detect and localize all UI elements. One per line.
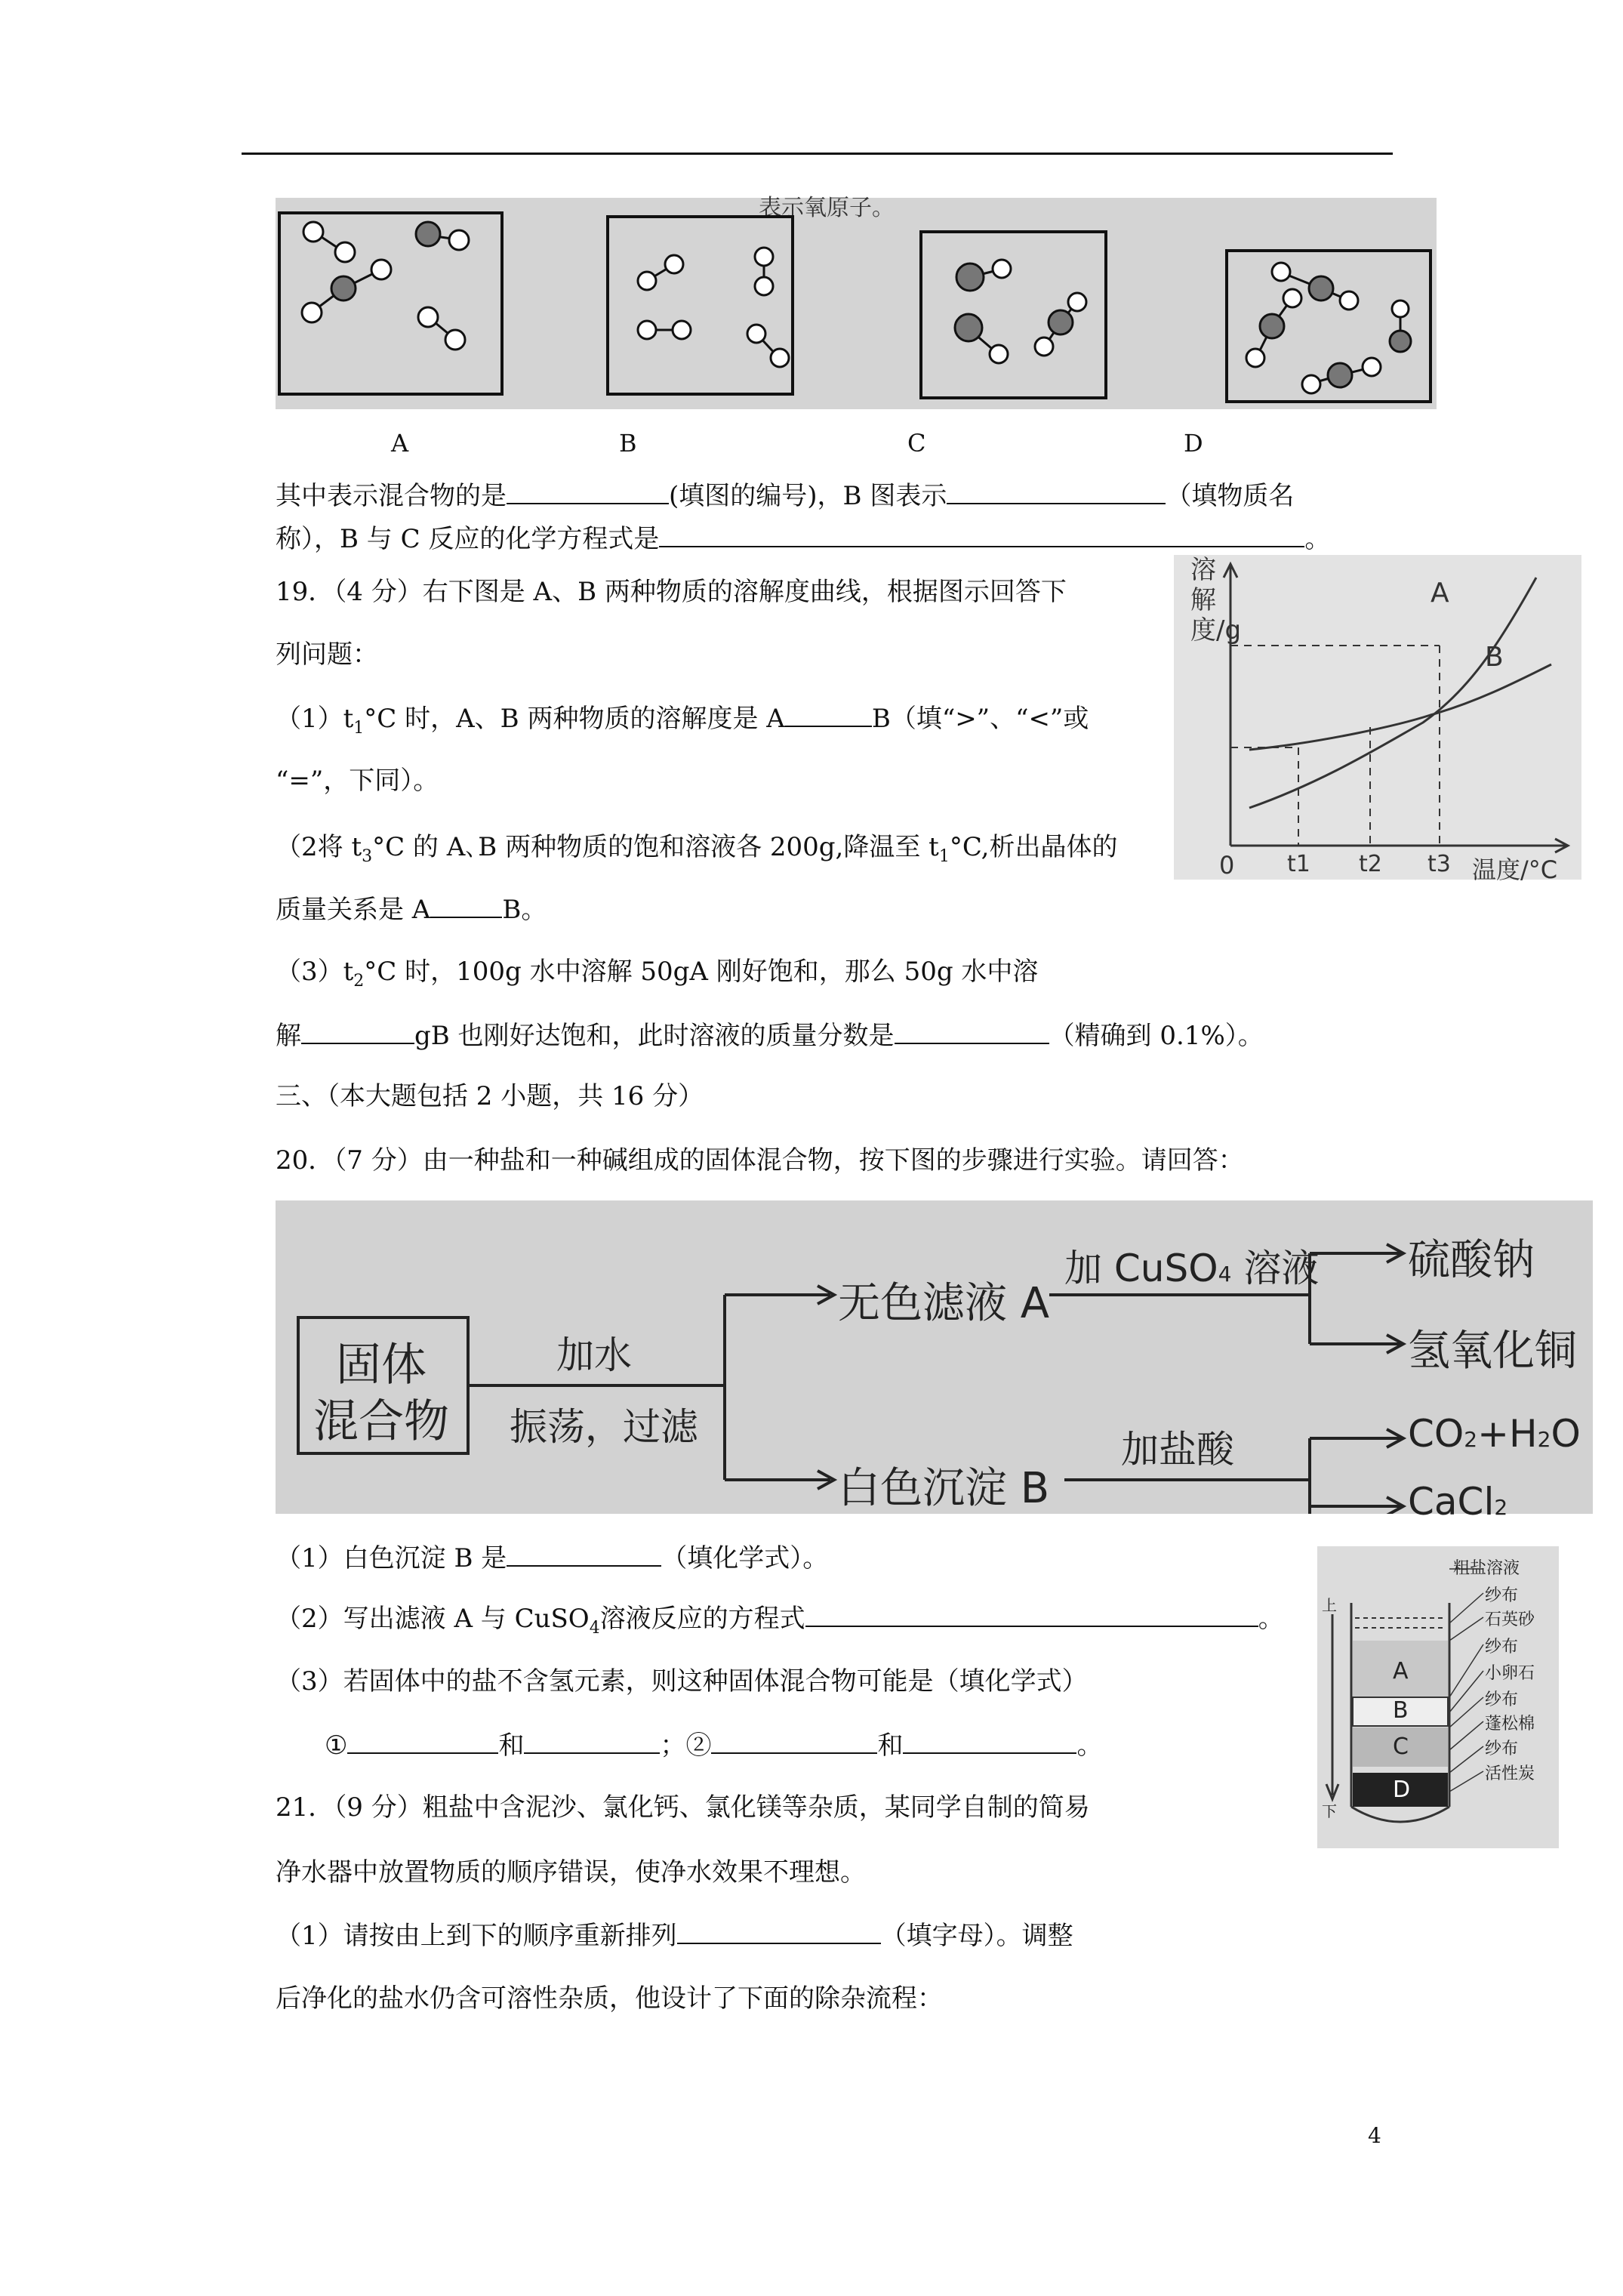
q18-text-c: （填物质名 xyxy=(1166,481,1295,511)
q19-blank-3[interactable] xyxy=(301,1020,414,1044)
q19-line3 xyxy=(276,702,1089,745)
q19-l5-sub1: 3 xyxy=(362,846,373,866)
q19-l3-b: °C 时，A、B 两种物质的溶解度是 A xyxy=(364,704,785,734)
q21-blank-1[interactable] xyxy=(677,1920,881,1944)
q20-q3: （3）若固体中的盐不含氢元素，则这种固体混合物可能是（填化学式） xyxy=(276,1666,1088,1697)
q19-l3-sub: 1 xyxy=(353,718,365,738)
q19-line4: “=”，下同）。 xyxy=(276,766,439,796)
q19-line6 xyxy=(276,893,547,926)
filter-layer-a: A xyxy=(1393,1658,1409,1684)
q21-line1: 21．（9 分）粗盐中含泥沙、氯化钙、氯化镁等杂质，某同学自制的简易 xyxy=(276,1792,1090,1823)
chart-xlabel: 温度/°C xyxy=(1472,855,1558,884)
q19-l6-a: 质量关系是 A xyxy=(276,895,431,925)
q19-l7-b: °C 时，100g 水中溶解 50gA 刚好饱和，那么 50g 水中溶 xyxy=(364,957,1039,987)
q19-l8-b: gB 也刚好达饱和，此时溶液的质量分数是 xyxy=(414,1021,895,1051)
q19-l5-a: （2将 t xyxy=(276,832,362,862)
q19-line5 xyxy=(276,831,1117,874)
q20-q2-end: 。 xyxy=(1258,1604,1284,1634)
q19-l5-c: °C,析出晶体的 xyxy=(949,832,1118,862)
q21-line3 xyxy=(276,1919,1073,1952)
filter-label-2: 石英砂 xyxy=(1485,1610,1535,1629)
flow-start-line2: 混合物 xyxy=(313,1395,449,1448)
molecule-label-c: C xyxy=(907,429,926,458)
filter-label-4: 小卵石 xyxy=(1485,1664,1535,1683)
q19-blank-1[interactable] xyxy=(785,703,872,727)
q19-line2: 列问题： xyxy=(276,639,378,670)
chart-curve-a-label: A xyxy=(1431,578,1449,609)
molecule-label-a: A xyxy=(391,429,409,458)
flow-b2-sub: 2 xyxy=(1494,1495,1508,1520)
q20-intro: 20．（7 分）由一种盐和一种碱组成的固体混合物，按下图的步骤进行实验。请回答： xyxy=(276,1145,1244,1176)
q18-blank-substance[interactable] xyxy=(947,480,1166,504)
q20-q3-end: 。 xyxy=(1076,1730,1103,1761)
filter-label-6: 蓬松棉 xyxy=(1485,1715,1535,1734)
chart-tick-t2: t2 xyxy=(1359,851,1382,877)
q20-q3-and1: 和 xyxy=(498,1730,525,1761)
flow-reagent-b: 加盐酸 xyxy=(1121,1428,1234,1472)
filter-side-bottom: 下 xyxy=(1322,1802,1337,1820)
q20-q1 xyxy=(276,1542,828,1575)
q18-text-end: 。 xyxy=(1304,524,1331,554)
q19-l6-b: B。 xyxy=(502,895,547,925)
q21-l3-b: （填字母）。调整 xyxy=(880,1921,1073,1951)
q21-line4: 后净化的盐水仍含可溶性杂质，他设计了下面的除杂流程： xyxy=(276,1983,943,2014)
flow-chart xyxy=(276,1200,1593,1524)
q18-line1 xyxy=(276,479,1294,513)
q18-blank-mixture[interactable] xyxy=(507,480,669,504)
q19-l8-c: （精确到 0.1%）。 xyxy=(1049,1021,1264,1051)
flow-reagent-a-end: 溶液 xyxy=(1231,1247,1320,1290)
q20-blank-2[interactable] xyxy=(805,1603,1258,1627)
flow-reagent-a-sub: 4 xyxy=(1218,1262,1232,1287)
q19-l7-a: （3）t xyxy=(276,957,354,987)
q19-l7-sub: 2 xyxy=(353,971,365,991)
flow-b2-cacl: CaCl xyxy=(1408,1480,1495,1524)
q19-blank-2[interactable] xyxy=(430,894,502,918)
q19-l5-b: °C 的 A､B 两种物质的饱和溶液各 200g,降温至 t xyxy=(372,832,939,862)
chart-tick-t3: t3 xyxy=(1427,851,1451,877)
flow-step1-top: 加水 xyxy=(556,1333,632,1377)
q21-l3-a: （1）请按由上到下的顺序重新排列 xyxy=(276,1921,677,1951)
q20-blank-3[interactable] xyxy=(347,1730,498,1754)
flow-filtrate: 无色滤液 A xyxy=(838,1279,1050,1328)
filter-layer-b: B xyxy=(1393,1697,1409,1724)
chart-origin: 0 xyxy=(1219,851,1235,880)
q20-q1-a: （1）白色沉淀 B 是 xyxy=(276,1543,507,1573)
q20-q3-opt1: ① xyxy=(325,1730,348,1761)
molecule-label-d: D xyxy=(1184,429,1203,458)
flow-product-b2 xyxy=(1408,1480,1508,1524)
flow-b1-h: +H xyxy=(1477,1412,1538,1456)
filter-label-7: 纱布 xyxy=(1485,1740,1519,1758)
flow-product-a1: 硫酸钠 xyxy=(1408,1236,1535,1285)
q19-blank-4[interactable] xyxy=(895,1020,1049,1044)
flow-reagent-a xyxy=(1064,1238,1319,1293)
filter-label-5: 纱布 xyxy=(1485,1690,1519,1709)
flow-reagent-a-text: 加 CuSO xyxy=(1064,1247,1218,1290)
q20-q2 xyxy=(276,1602,1284,1645)
q19-line7 xyxy=(276,955,1038,998)
q20-blank-1[interactable] xyxy=(507,1542,661,1567)
flow-b1-sub1: 2 xyxy=(1464,1427,1478,1452)
q19-l3-c: B（填“>”、“<”或 xyxy=(871,704,1089,734)
q20-blank-6[interactable] xyxy=(903,1730,1076,1754)
filter-label-0: 粗盐溶液 xyxy=(1453,1559,1520,1578)
q19-line1: 19．（4 分）右下图是 A、B 两种物质的溶解度曲线，根据图示回答下 xyxy=(276,577,1067,607)
flow-step1-bottom: 振荡，过滤 xyxy=(510,1405,698,1449)
q18-line2 xyxy=(276,522,1330,556)
q20-q3-and2: 和 xyxy=(877,1730,904,1761)
molecule-label-b: B xyxy=(619,429,637,458)
q18-text-a: 其中表示混合物的是 xyxy=(276,481,507,511)
q20-q2-sub: 4 xyxy=(589,1618,600,1638)
header-rule xyxy=(242,153,1393,155)
flow-product-a2: 氢氧化铜 xyxy=(1408,1327,1577,1376)
q20-q2-a: （2）写出滤液 A 与 CuSO xyxy=(276,1604,590,1634)
filter-layer-c: C xyxy=(1393,1734,1409,1760)
chart-curve-b-label: B xyxy=(1485,642,1504,673)
filter-label-1: 纱布 xyxy=(1485,1586,1519,1605)
q19-line8 xyxy=(276,1019,1264,1052)
filter-label-3: 纱布 xyxy=(1485,1638,1519,1657)
flow-b1-sub2: 2 xyxy=(1537,1427,1551,1452)
flow-b1-o: O xyxy=(1551,1412,1581,1456)
chart-tick-t1: t1 xyxy=(1287,851,1310,877)
flow-b1-co: CO xyxy=(1408,1412,1464,1456)
flow-start-line1: 固体 xyxy=(336,1339,427,1391)
curve-b xyxy=(1249,664,1551,750)
filter-figure xyxy=(1317,1546,1559,1848)
q20-q2-b: 溶液反应的方程式 xyxy=(599,1604,805,1634)
q18-blank-equation[interactable] xyxy=(659,523,1304,547)
flow-precipitate: 白色沉淀 B xyxy=(838,1464,1050,1513)
filter-layer-d: D xyxy=(1393,1777,1411,1803)
q20-q3-answers xyxy=(325,1729,1102,1762)
q18-text-d: 称），B 与 C 反应的化学方程式是 xyxy=(276,524,660,554)
q18-text-b: (填图的编号)，B 图表示 xyxy=(669,481,947,511)
q19-l5-sub2: 1 xyxy=(938,846,950,866)
filter-label-8: 活性炭 xyxy=(1485,1764,1535,1783)
q19-l3-a: （1）t xyxy=(276,704,354,734)
q20-q1-b: （填化学式）。 xyxy=(661,1543,829,1573)
q19-l8-a: 解 xyxy=(276,1021,301,1051)
filter-figure-svg xyxy=(1317,1546,1559,1848)
q20-blank-4[interactable] xyxy=(524,1730,660,1754)
q21-line2: 净水器中放置物质的顺序错误，使净水效果不理想。 xyxy=(276,1857,866,1888)
filter-side-top: 上 xyxy=(1322,1596,1337,1614)
q20-q3-sep: ；② xyxy=(660,1730,712,1761)
molecule-figure-caption: 表示氧原子。 xyxy=(759,195,895,221)
solubility-chart-svg xyxy=(1174,555,1581,880)
flow-product-b1 xyxy=(1408,1412,1581,1456)
solubility-chart xyxy=(1174,555,1581,884)
q20-blank-5[interactable] xyxy=(711,1730,877,1754)
page-number: 4 xyxy=(1368,2123,1381,2148)
chart-ylabel: 溶解度/g xyxy=(1190,555,1242,646)
molecule-figure xyxy=(276,195,1437,409)
section3-heading: 三、（本大题包括 2 小题，共 16 分） xyxy=(276,1081,704,1111)
